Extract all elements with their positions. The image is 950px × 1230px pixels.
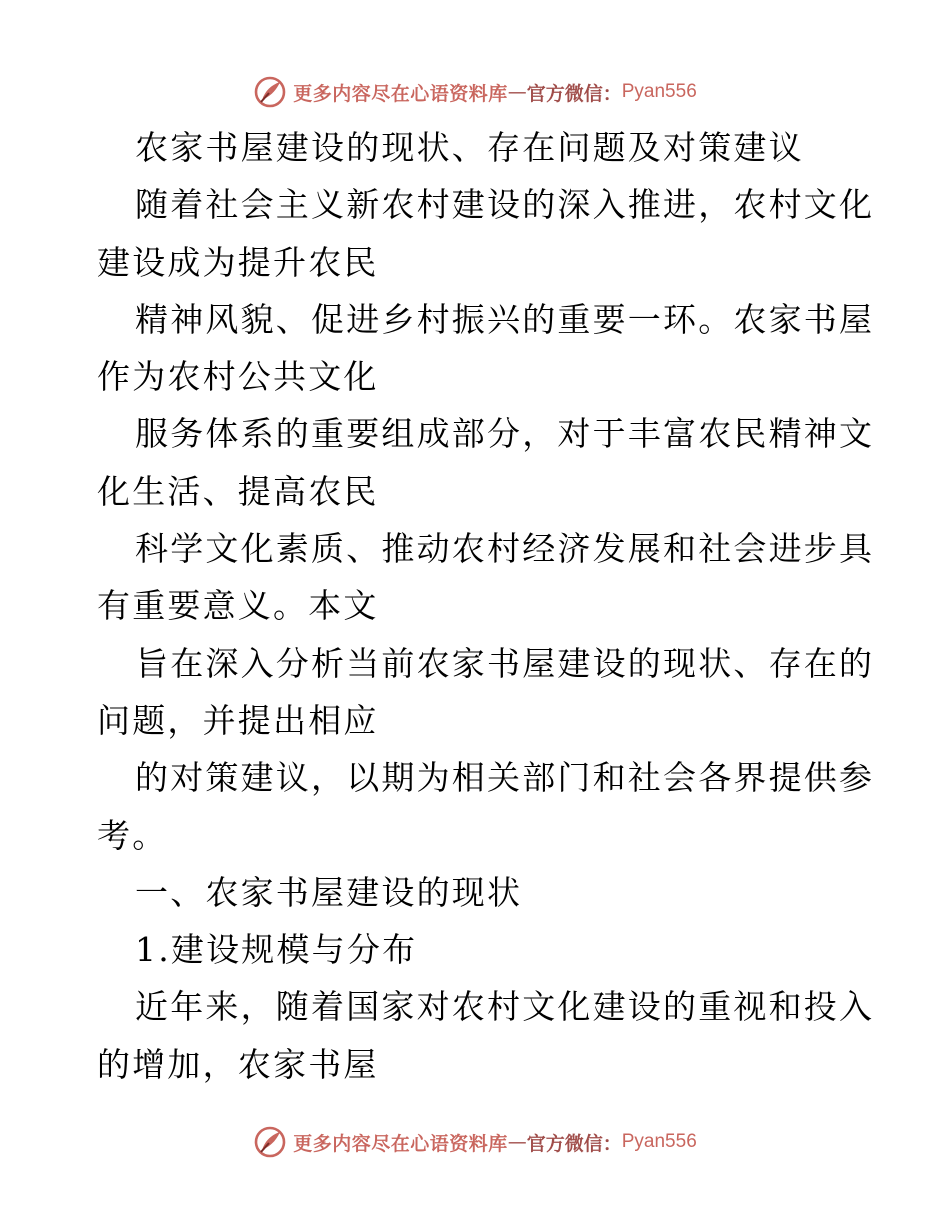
paragraph-line: 的增加，农家书屋 [97,1044,379,1084]
footer-official-text: 官方微信： [526,1132,622,1155]
subsection-heading: 1.建设规模与分布 [135,930,418,970]
paragraph-line: 考。 [97,815,168,855]
quill-logo-icon [253,75,287,109]
footer-watermark [0,1122,950,1162]
header-watermark [0,72,950,112]
paragraph-line: 精神风貌、促进乡村振兴的重要一环。农家书屋 [135,299,875,339]
paragraph-line: 随着社会主义新农村建设的深入推进，农村文化 [135,185,875,225]
header-brand-text: 更多内容尽在心语资料库 [293,82,508,105]
document-body [97,119,875,1093]
header-wechat-handle: Pyan556 [621,81,697,102]
header-separator: — [507,81,527,103]
paragraph-line: 的对策建议，以期为相关部门和社会各界提供参 [135,758,875,798]
paragraph-line: 有重要意义。本文 [97,586,379,626]
paragraph-line: 近年来，随着国家对农村文化建设的重视和投入 [135,987,875,1027]
paragraph-line: 旨在深入分析当前农家书屋建设的现状、存在的 [135,643,875,683]
paragraph-line: 建设成为提升农民 [97,242,379,282]
paragraph-line: 服务体系的重要组成部分，对于丰富农民精神文 [135,414,875,454]
paragraph-line: 问题，并提出相应 [97,700,379,740]
footer-brand-text: 更多内容尽在心语资料库 [293,1132,508,1155]
document-title: 农家书屋建设的现状、存在问题及对策建议 [135,128,804,167]
paragraph-line: 化生活、提高农民 [97,471,379,511]
section-heading: 一、农家书屋建设的现状 [135,872,523,912]
footer-wechat-handle: Pyan556 [621,1131,697,1152]
paragraph-line: 科学文化素质、推动农村经济发展和社会进步具 [135,529,875,569]
quill-logo-icon [253,1125,287,1159]
header-official-text: 官方微信： [526,82,622,105]
paragraph-line: 作为农村公共文化 [97,357,379,397]
footer-separator: — [507,1131,527,1153]
